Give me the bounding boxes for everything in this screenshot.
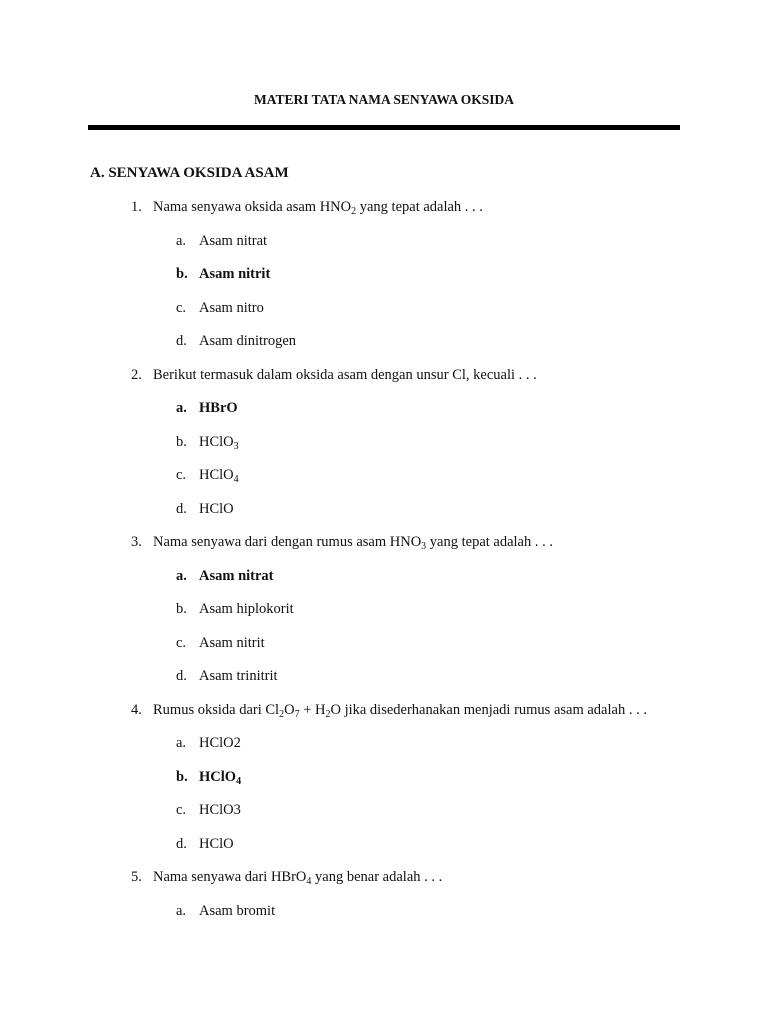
section-heading: A. SENYAWA OKSIDA ASAM (90, 165, 289, 181)
option-text (199, 633, 265, 653)
subscript: 2 (351, 206, 357, 217)
text-run: Berikut termasuk dalam oksida asam dengan unsur Cl, kecuali . . . (153, 366, 537, 383)
option-letter: a. (176, 232, 187, 249)
question-text (153, 700, 647, 720)
text-run: HClO (199, 500, 234, 517)
option-letter: d. (176, 333, 187, 349)
option-text (199, 767, 241, 787)
option-text (199, 465, 239, 485)
option-text (199, 599, 294, 619)
text-run: O (284, 701, 295, 718)
text-run: Asam nitrat (199, 567, 274, 584)
subscript: 3 (233, 440, 239, 452)
question-text (153, 532, 553, 552)
question-text (153, 197, 483, 217)
option-text (199, 231, 267, 251)
option-letter: b. (176, 433, 187, 450)
text-run: HClO (199, 835, 234, 852)
text-run: O jika disederhanakan menjadi rumus asam adalah . . . (330, 701, 647, 718)
question-text (153, 867, 442, 887)
subscript: 7 (294, 708, 300, 720)
text-run: Asam nitrat (199, 232, 268, 249)
text-run: Nama senyawa dari dengan rumus asam HNO (153, 534, 422, 550)
text-run: HClO3 (199, 802, 241, 818)
option-text (199, 432, 239, 452)
subscript: 4 (236, 775, 242, 787)
option-letter: d. (176, 500, 187, 517)
text-run: Nama senyawa oksida asam HNO (153, 199, 352, 215)
subscript: 2 (325, 708, 331, 720)
option-text (199, 666, 278, 686)
subscript: 4 (306, 876, 312, 887)
option-letter: b. (176, 601, 187, 617)
question-number: 3. (131, 534, 142, 550)
option-letter: c. (176, 467, 187, 483)
option-text (199, 901, 275, 921)
text-run: HClO2 (199, 735, 241, 751)
text-run: HClO (199, 433, 234, 450)
option-letter: b. (176, 266, 188, 282)
question-number: 5. (131, 869, 142, 885)
option-text (199, 331, 296, 351)
question-number: 2. (131, 366, 142, 383)
option-letter: c. (176, 634, 187, 651)
text-run: HClO (199, 768, 237, 785)
text-run: HBrO (199, 400, 238, 416)
text-run: + H (299, 701, 326, 718)
text-run: Asam nitrit (199, 634, 265, 651)
option-letter: c. (176, 299, 187, 316)
text-run: yang tepat adalah . . . (356, 199, 483, 215)
option-text (199, 800, 241, 820)
subscript: 3 (421, 541, 427, 552)
option-text (199, 834, 234, 854)
option-text (199, 499, 234, 519)
text-run: Asam nitro (199, 299, 264, 316)
subscript: 4 (233, 474, 239, 485)
option-text (199, 733, 241, 753)
option-letter: a. (176, 735, 187, 751)
subscript: 2 (279, 708, 285, 720)
text-run: Asam nitrit (199, 266, 271, 282)
option-text (199, 298, 264, 318)
option-letter: a. (176, 400, 187, 416)
question-text (153, 365, 537, 385)
option-letter: a. (176, 902, 187, 919)
option-letter: a. (176, 567, 187, 584)
document-title: MATERI TATA NAMA SENYAWA OKSIDA (253, 92, 515, 107)
option-letter: b. (176, 768, 188, 785)
text-run: Asam dinitrogen (199, 333, 297, 349)
text-run: yang benar adalah . . . (311, 869, 443, 885)
option-text (199, 398, 238, 418)
text-run: Asam bromit (199, 902, 276, 919)
question-number: 4. (131, 701, 142, 718)
question-number: 1. (131, 199, 142, 215)
text-run: Rumus oksida dari Cl (153, 701, 280, 718)
title-divider (88, 125, 680, 130)
option-letter: c. (176, 802, 187, 818)
text-run: yang tepat adalah . . . (426, 534, 553, 550)
text-run: Nama senyawa dari HBrO (153, 869, 307, 885)
option-text (199, 566, 274, 586)
text-run: HClO (199, 467, 234, 483)
option-letter: d. (176, 835, 187, 852)
option-text (199, 264, 270, 284)
option-letter: d. (176, 668, 187, 684)
text-run: Asam hiplokorit (199, 601, 294, 617)
text-run: Asam trinitrit (199, 668, 278, 684)
